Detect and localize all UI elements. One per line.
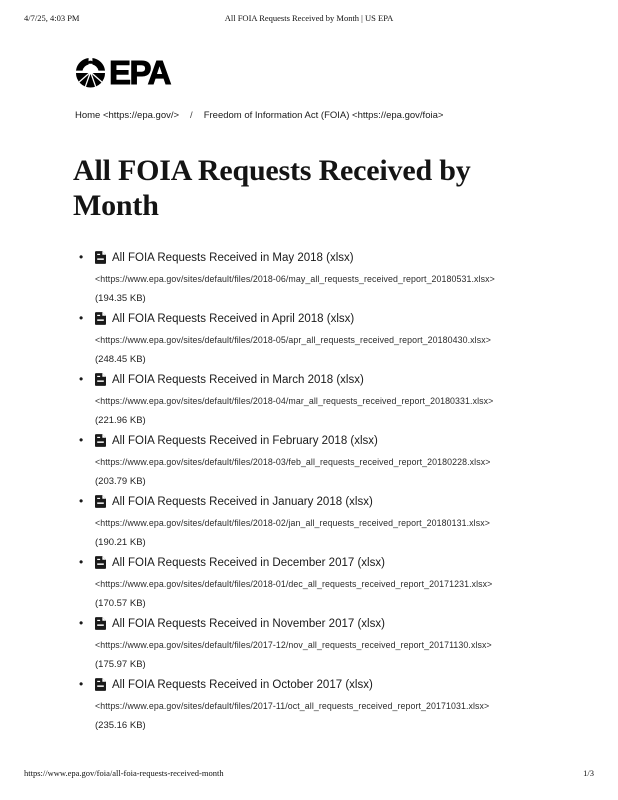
file-size: (194.35 KB) (95, 293, 146, 304)
bullet: • (79, 494, 84, 508)
file-size: (248.45 KB) (95, 354, 146, 365)
file-url-annotation: <https://www.epa.gov/sites/default/files/2018-06/may_all_requests_received_report_20180531.xlsx> (95, 274, 495, 284)
file-link[interactable]: All FOIA Requests Received in November 2017 (xlsx) (112, 617, 385, 630)
breadcrumb (75, 110, 443, 121)
file-icon (95, 617, 106, 630)
file-url-annotation: <https://www.epa.gov/sites/default/files/2018-02/jan_all_requests_received_report_20180131.xlsx> (95, 518, 490, 528)
print-timestamp: 4/7/25, 4:03 PM (24, 13, 80, 23)
file-size: (170.57 KB) (95, 598, 146, 609)
bullet: • (79, 372, 84, 386)
breadcrumb-separator: / (190, 110, 193, 121)
epa-logo-text: EPA (109, 53, 170, 91)
print-header (24, 13, 594, 25)
file-list-item (79, 677, 561, 738)
file-list (79, 250, 561, 738)
bullet: • (79, 311, 84, 325)
file-size: (221.96 KB) (95, 415, 146, 426)
file-url-annotation: <https://www.epa.gov/sites/default/files/2018-01/dec_all_requests_received_report_20171231.xlsx> (95, 579, 493, 589)
file-url-annotation: <https://www.epa.gov/sites/default/files/2017-11/oct_all_requests_received_report_20171031.xlsx> (95, 701, 490, 711)
bullet: • (79, 555, 84, 569)
file-link[interactable]: All FOIA Requests Received in October 2017 (xlsx) (112, 678, 373, 691)
file-size: (190.21 KB) (95, 537, 146, 548)
bullet: • (79, 616, 84, 630)
file-list-item (79, 372, 561, 433)
epa-flower-icon (74, 57, 107, 88)
print-doc-title: All FOIA Requests Received by Month | US EPA (224, 13, 394, 23)
print-page-number: 1/3 (583, 768, 594, 778)
file-list-item (79, 250, 561, 311)
file-list-item (79, 616, 561, 677)
file-list-item (79, 311, 561, 372)
file-icon (95, 251, 106, 264)
epa-logo (74, 53, 170, 91)
file-url-annotation: <https://www.epa.gov/sites/default/files/2018-05/apr_all_requests_received_report_20180430.xlsx> (95, 335, 491, 345)
file-url-annotation: <https://www.epa.gov/sites/default/files/2018-04/mar_all_requests_received_report_20180331.xlsx> (95, 396, 494, 406)
page-title: All FOIA Requests Received by Month (73, 154, 471, 222)
print-footer-url: https://www.epa.gov/foia/all-foia-requests-received-month (24, 768, 224, 778)
file-icon (95, 495, 106, 508)
file-link[interactable]: All FOIA Requests Received in February 2018 (xlsx) (112, 434, 378, 447)
breadcrumb-home-link[interactable]: Home <https://epa.gov/> (75, 110, 180, 121)
bullet: • (79, 433, 84, 447)
file-link[interactable]: All FOIA Requests Received in April 2018 (xlsx) (112, 312, 355, 325)
file-icon (95, 373, 106, 386)
bullet: • (79, 677, 84, 691)
file-icon (95, 434, 106, 447)
breadcrumb-foia-link[interactable]: Freedom of Information Act (FOIA) <https://epa.gov/foia> (203, 110, 444, 121)
file-link[interactable]: All FOIA Requests Received in December 2017 (xlsx) (112, 556, 385, 569)
file-link[interactable]: All FOIA Requests Received in May 2018 (xlsx) (112, 251, 354, 264)
file-icon (95, 678, 106, 691)
file-list-item (79, 433, 561, 494)
print-footer (24, 768, 594, 778)
file-list-item (79, 494, 561, 555)
file-size: (175.97 KB) (95, 659, 146, 670)
file-url-annotation: <https://www.epa.gov/sites/default/files/2018-03/feb_all_requests_received_report_20180228.xlsx> (95, 457, 491, 467)
file-size: (235.16 KB) (95, 720, 146, 731)
file-url-annotation: <https://www.epa.gov/sites/default/files/2017-12/nov_all_requests_received_report_20171130.xlsx> (95, 640, 492, 650)
file-icon (95, 556, 106, 569)
file-list-item (79, 555, 561, 616)
file-icon (95, 312, 106, 325)
file-link[interactable]: All FOIA Requests Received in January 2018 (xlsx) (112, 495, 373, 508)
file-link[interactable]: All FOIA Requests Received in March 2018 (xlsx) (112, 373, 364, 386)
bullet: • (79, 250, 84, 264)
file-size: (203.79 KB) (95, 476, 146, 487)
